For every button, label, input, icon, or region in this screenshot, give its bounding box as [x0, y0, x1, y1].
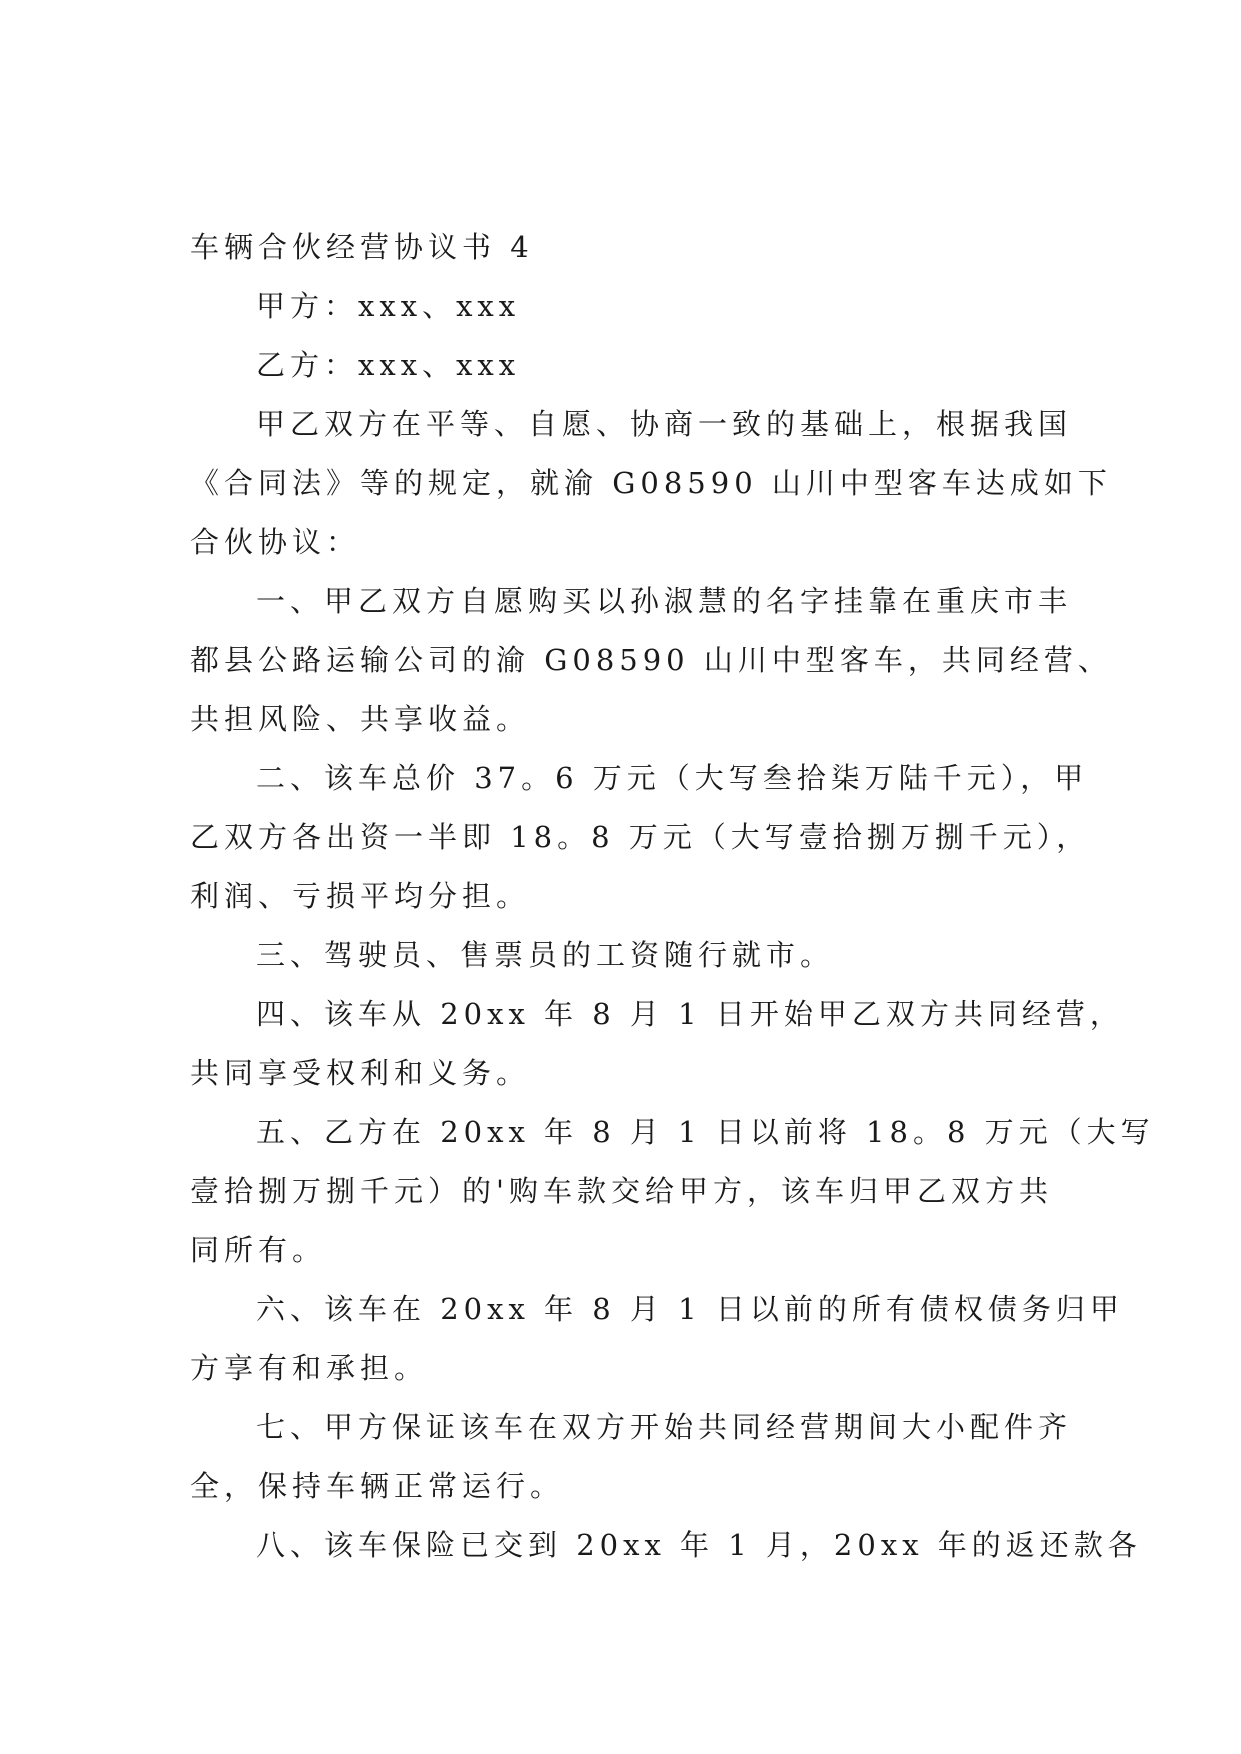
clause-line: 利润、亏损平均分担。 — [190, 879, 531, 913]
clause-line: 同所有。 — [190, 1233, 327, 1267]
clause-5 — [190, 1103, 1155, 1280]
clause-line: 乙双方各出资一半即 18。8 万元（大写壹拾捌万捌千元）， — [190, 820, 1091, 854]
clause-line: 方享有和承担。 — [190, 1351, 429, 1385]
clause-line: 壹拾捌万捌千元）的'购车款交给甲方，该车归甲乙双方共 — [190, 1174, 1053, 1208]
party-a: 甲方：xxx、xxx — [256, 289, 521, 323]
clause-2 — [190, 749, 1091, 926]
clause-line: 三、驾驶员、售票员的工资随行就市。 — [256, 938, 835, 972]
clause-7 — [190, 1398, 1073, 1516]
clause-6 — [190, 1280, 1124, 1398]
clause-line: 四、该车从 20xx 年 8 月 1 日开始甲乙双方共同经营， — [256, 997, 1124, 1031]
clause-line: 共同享受权利和义务。 — [190, 1056, 531, 1090]
clause-line: 都县公路运输公司的渝 G08590 山川中型客车，共同经营、 — [190, 643, 1112, 677]
clause-3 — [190, 926, 1050, 985]
clause-4 — [190, 985, 1124, 1103]
clause-line: 一、甲乙双方自愿购买以孙淑慧的名字挂靠在重庆市丰 — [256, 584, 1073, 618]
clause-line: 五、乙方在 20xx 年 8 月 1 日以前将 18。8 万元（大写 — [256, 1115, 1155, 1149]
clause-line: 二、该车总价 37。6 万元（大写叁拾柒万陆千元），甲 — [256, 761, 1089, 795]
intro-line: 合伙协议： — [190, 525, 361, 559]
intro-paragraph — [190, 395, 1112, 572]
clause-line: 八、该车保险已交到 20xx 年 1 月，20xx 年的返还款各 — [256, 1528, 1142, 1562]
party-b: 乙方：xxx、xxx — [256, 348, 521, 382]
intro-line: 《合同法》等的规定，就渝 G08590 山川中型客车达成如下 — [190, 466, 1112, 500]
clause-line: 全，保持车辆正常运行。 — [190, 1469, 565, 1503]
clause-line: 七、甲方保证该车在双方开始共同经营期间大小配件齐 — [256, 1410, 1073, 1444]
clause-1 — [190, 572, 1112, 749]
clause-line: 共担风险、共享收益。 — [190, 702, 531, 736]
intro-line: 甲乙双方在平等、自愿、协商一致的基础上，根据我国 — [256, 407, 1073, 441]
document-title: 车辆合伙经营协议书 4 — [190, 230, 534, 264]
document-page — [190, 218, 1155, 1575]
clause-8 — [190, 1516, 1142, 1575]
clause-line: 六、该车在 20xx 年 8 月 1 日以前的所有债权债务归甲 — [256, 1292, 1124, 1326]
